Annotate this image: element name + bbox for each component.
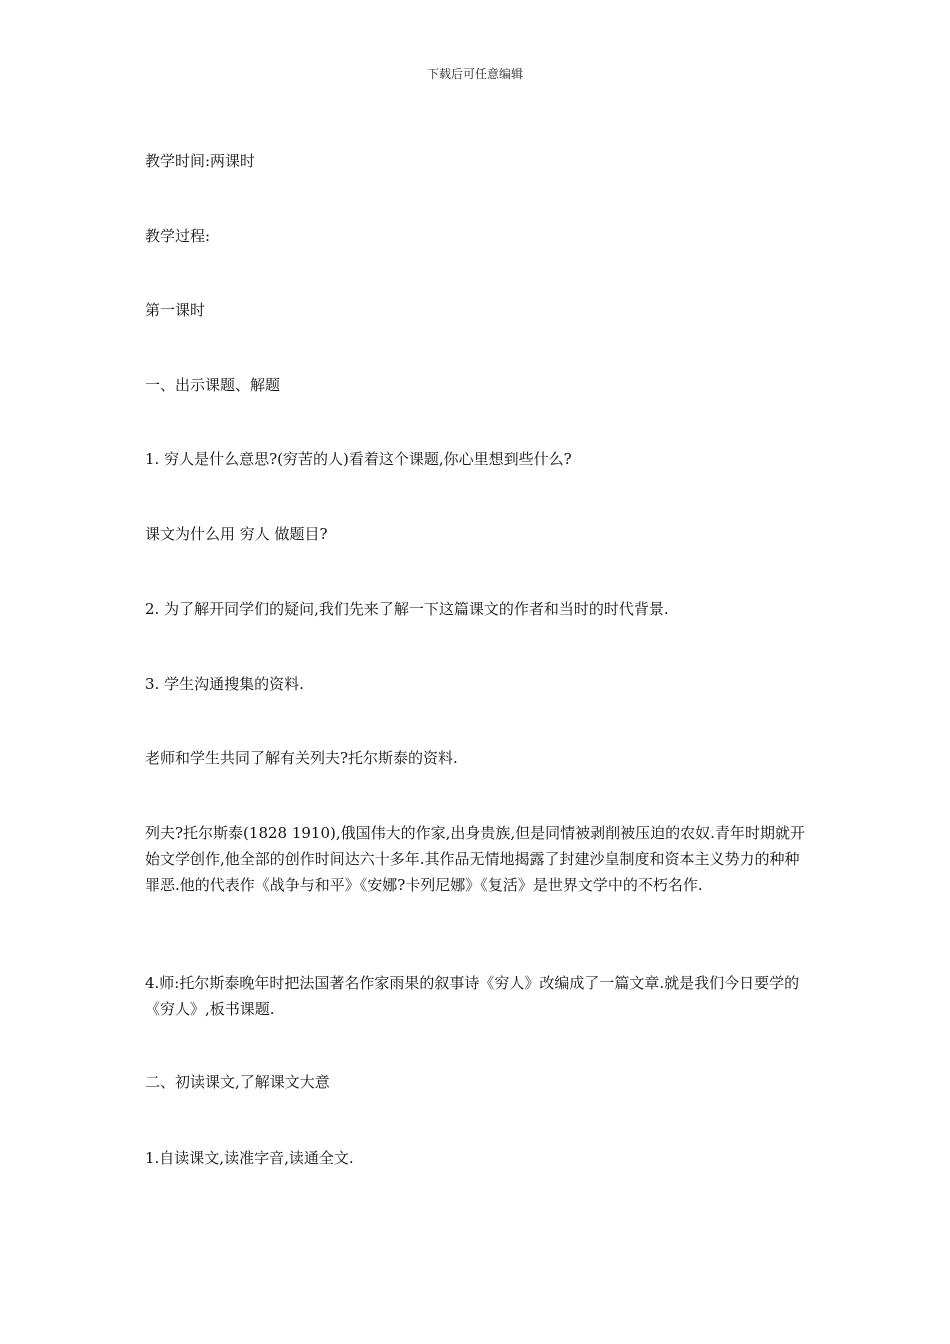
paragraph-item-1: 1. 穷人是什么意思?(穷苦的人)看着这个课题,你心里想到些什么? [145,450,572,468]
paragraph-item-2: 2. 为了解开同学们的疑问,我们先来了解一下这篇课文的作者和当时的时代背景. [145,600,669,618]
paragraph-item-3: 3. 学生沟通搜集的资料. [145,675,304,693]
paragraph-tolstoy-bio: 列夫?托尔斯泰(1828 1910),俄国伟大的作家,出身贵族,但是同情被剥削被压迫的农奴.青年时期就开始文学创作,他全部的创作时间达六十多年.其作品无情地揭露了封建沙皇制度和资本主义势力的种种罪恶.他的代表作《战争与和平》《安娜?卡列尼娜》《复活》是世界文学中的不朽名作. [145,824,805,894]
paragraph-item-4: 4.师:托尔斯泰晚年时把法国著名作家雨果的叙事诗《穷人》改编成了一篇文章.就是我们今日要学的《穷人》,板书课题. [145,974,800,1018]
section-heading-1: 一、出示课题、解题 [145,376,281,394]
paragraph-first-lesson: 第一课时 [145,301,206,319]
paragraph-teacher-students: 老师和学生共同了解有关列夫?托尔斯泰的资料. [145,749,458,767]
section-heading-2: 二、初读课文,了解课文大意 [145,1073,330,1091]
paragraph-teaching-time: 教学时间:两课时 [145,152,256,170]
paragraph-teaching-process: 教学过程: [145,227,211,245]
paragraph-read-aloud: 1.自读课文,读准字音,读通全文. [145,1149,354,1167]
page-header: 下载后可任意编辑 [426,67,523,81]
paragraph-question: 课文为什么用 穷人 做题目? [145,525,328,543]
